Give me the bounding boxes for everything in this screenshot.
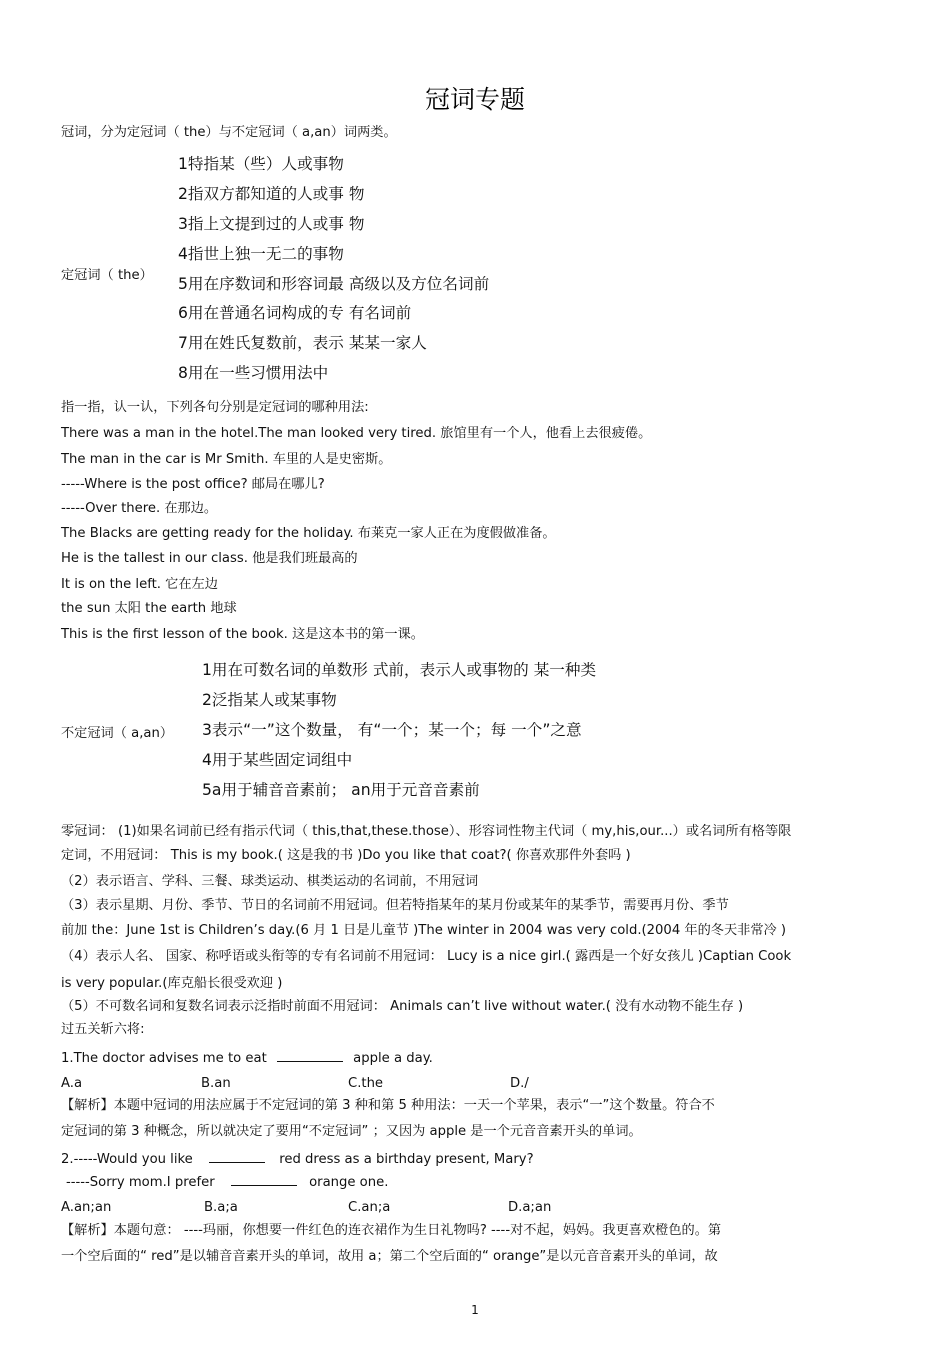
question-2-line-2 <box>66 1173 388 1192</box>
question-1-stem-before: 1.The doctor advises me to eat <box>61 1051 267 1066</box>
answer-blank <box>209 1150 265 1163</box>
example-line: -----Where is the post office? 邮局在哪儿? <box>61 477 325 492</box>
definite-item: 4指世上独一无二的事物 <box>178 245 344 263</box>
example-line: -----Over there. 在那边。 <box>61 501 218 516</box>
question-1-analysis: 【解析】本题中冠词的用法应属于不定冠词的第 3 种和第 5 种用法：一天一个苹果，表示“一”这个数量。符合不 <box>61 1098 715 1113</box>
question-2-line-2-before: -----Sorry mom.I prefer <box>66 1175 215 1190</box>
question-2-option-c: C.an;a <box>348 1200 391 1215</box>
question-2-line-1-after: red dress as a birthday present, Mary? <box>279 1152 534 1167</box>
page-number: 1 <box>471 1303 479 1317</box>
answer-blank <box>277 1049 343 1062</box>
definite-item: 7用在姓氏复数前，表示 某某一家人 <box>178 334 427 352</box>
indefinite-item: 4用于某些固定词组中 <box>202 751 353 769</box>
question-1-stem <box>61 1049 433 1068</box>
question-2-option-d: D.a;an <box>508 1200 552 1215</box>
question-1-option-b: B.an <box>201 1076 231 1091</box>
definite-item: 3指上文提到过的人或事 物 <box>178 215 365 233</box>
indefinite-article-label: 不定冠词（ a,an） <box>61 726 174 741</box>
definite-item: 2指双方都知道的人或事 物 <box>178 185 365 203</box>
question-1-option-a: A.a <box>61 1076 83 1091</box>
definite-item: 5用在序数词和形容词最 高级以及方位名词前 <box>178 275 490 293</box>
example-line: There was a man in the hotel.The man looked very tired. 旅馆里有一个人，他看上去很疲倦。 <box>61 426 652 441</box>
question-2-line-2-after: orange one. <box>309 1175 389 1190</box>
zero-article-line: （5）不可数名词和复数名词表示泛指时前面不用冠词： Animals can’t live without water.( 没有水动物不能生存 ) <box>61 999 744 1014</box>
question-2-analysis: 一个空后面的“ red”是以辅音音素开头的单词，故用 a；第二个空后面的“ orange”是以元音音素开头的单词，故 <box>61 1249 718 1264</box>
zero-article-line: （3）表示星期、月份、季节、节日的名词前不用冠词。但若特指某年的某月份或某年的某季节，需要再月份、季节 <box>61 898 729 913</box>
example-line: The man in the car is Mr Smith. 车里的人是史密斯。 <box>61 452 392 467</box>
definite-article-label: 定冠词（ the） <box>61 268 153 283</box>
zero-article-line: is very popular.(库克船长很受欢迎 ) <box>61 976 283 991</box>
answer-blank <box>231 1173 297 1186</box>
question-2-analysis: 【解析】本题句意： ----玛丽，你想要一件红色的连衣裙作为生日礼物吗? ----对不起，妈妈。我更喜欢橙色的。第 <box>61 1223 722 1238</box>
indefinite-item: 3表示“一”这个数量， 有“一个；某一个；每 一个”之意 <box>202 721 582 739</box>
definite-item: 6用在普通名词构成的专 有名词前 <box>178 304 412 322</box>
indefinite-item: 1用在可数名词的单数形 式前，表示人或事物的 某一种类 <box>202 661 597 679</box>
question-1-stem-after: apple a day. <box>353 1051 433 1066</box>
definite-item: 8用在一些习惯用法中 <box>178 364 329 382</box>
intro-text: 冠词，分为定冠词（ the）与不定冠词（ a,an）词两类。 <box>61 125 397 140</box>
zero-article-line: 前加 the：June 1st is Children’s day.(6 月 1 日是儿童节 )The winter in 2004 was very cold.(2004 年的冬天非常冷 ) <box>61 923 787 938</box>
examples-intro: 指一指，认一认，下列各句分别是定冠词的哪种用法: <box>61 400 369 415</box>
zero-article-line: （4）表示人名、 国家、称呼语或头衔等的专有名词前不用冠词： Lucy is a nice girl.( 露西是一个好女孩儿 )Captian Cook <box>61 949 792 964</box>
question-1-option-d: D./ <box>510 1076 529 1091</box>
section-heading: 过五关斩六将: <box>61 1022 145 1037</box>
example-line: This is the first lesson of the book. 这是这本书的第一课。 <box>61 627 424 642</box>
indefinite-item: 2泛指某人或某事物 <box>202 691 337 709</box>
zero-article-line: （2）表示语言、学科、三餐、球类运动、棋类运动的名词前，不用冠词 <box>61 874 479 889</box>
question-2-option-b: B.a;a <box>204 1200 238 1215</box>
question-2-option-a: A.an;an <box>61 1200 112 1215</box>
zero-article-line: 零冠词： (1)如果名词前已经有指示代词（ this,that,these.those）、形容词性物主代词（ my,his,our...）或名词所有格等限 <box>61 824 792 839</box>
definite-item: 1特指某（些）人或事物 <box>178 155 344 173</box>
example-line: the sun 太阳 the earth 地球 <box>61 601 237 616</box>
example-line: The Blacks are getting ready for the holiday. 布莱克一家人正在为度假做准备。 <box>61 526 556 541</box>
question-1-option-c: C.the <box>348 1076 384 1091</box>
zero-article-line: 定词，不用冠词： This is my book.( 这是我的书 )Do you like that coat?( 你喜欢那件外套吗 ) <box>61 848 631 863</box>
question-2-line-1-before: 2.-----Would you like <box>61 1152 193 1167</box>
example-line: He is the tallest in our class. 他是我们班最高的 <box>61 551 358 566</box>
question-1-analysis: 定冠词的第 3 种概念，所以就决定了要用“不定冠词” ；又因为 apple 是一个元音音素开头的单词。 <box>61 1124 642 1139</box>
indefinite-item: 5a用于辅音音素前； an用于元音音素前 <box>202 781 480 799</box>
question-2-line-1 <box>61 1150 534 1169</box>
page-title: 冠词专题 <box>424 85 525 114</box>
example-line: It is on the left. 它在左边 <box>61 577 218 592</box>
